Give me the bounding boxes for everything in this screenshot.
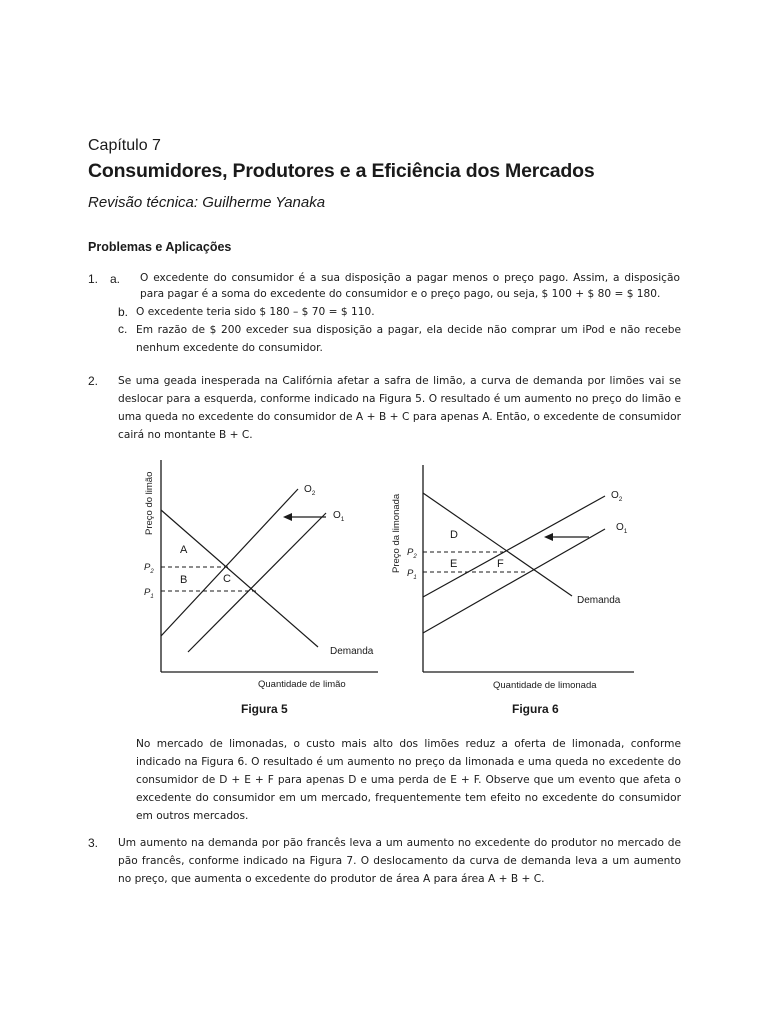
- fig6-caption: Figura 6: [512, 702, 559, 716]
- page-title: Consumidores, Produtores e a Eficiência dos Mercados: [88, 160, 595, 182]
- fig5-area-c: C: [223, 573, 231, 585]
- fig5-o2-label: $O_2$: [304, 484, 316, 497]
- chapter-label: Capítulo 7: [88, 137, 161, 154]
- technical-review: Revisão técnica: Guilherme Yanaka: [88, 194, 326, 211]
- fig5-area-a: A: [180, 544, 188, 556]
- fig6-demand: [423, 493, 572, 596]
- fig6-area-f: F: [497, 558, 504, 570]
- fig5-p2-label: $P_2$: [144, 562, 154, 575]
- fig6-x-label: Quantidade de limonada: [493, 680, 597, 691]
- fig5-demand-label: Demanda: [330, 646, 374, 657]
- fig6-supply-o1: [423, 529, 605, 633]
- problem-2-number: 2.: [88, 374, 99, 388]
- fig6-p1-label: $P_1$: [407, 568, 417, 581]
- fig6-o1-label: $O_1$: [616, 522, 628, 535]
- fig6-y-label: Preço da limonada: [391, 493, 402, 573]
- fig6-area-d: D: [450, 529, 458, 541]
- fig5-caption: Figura 5: [241, 702, 288, 716]
- problem-1c-label: c.: [118, 322, 128, 336]
- problem-1b-label: b.: [118, 305, 129, 319]
- problem-1c-text: Em razão de $ 200 exceder sua disposição a pagar, ela decide não comprar um iPod e não recebe nenhum excedente do consumidor.: [136, 324, 681, 354]
- problem-3-number: 3.: [88, 836, 99, 850]
- fig5-shift-arrowhead: [283, 513, 292, 521]
- fig6-p2-label: $P_2$: [407, 547, 417, 560]
- section-title: Problemas e Aplicações: [88, 240, 232, 254]
- fig5-y-label: Preço do limão: [144, 471, 155, 535]
- fig5-o1-label: $O_1$: [333, 510, 345, 523]
- fig6-area-e: E: [450, 558, 458, 570]
- problem-1-number: 1.: [88, 272, 99, 286]
- figure-6-chart: [385, 455, 645, 725]
- problem-1b-text: O excedente teria sido $ 180 – $ 70 = $ 110.: [136, 306, 375, 318]
- fig6-demand-label: Demanda: [577, 595, 621, 606]
- fig6-o2-label: $O_2$: [611, 490, 623, 503]
- problem-1a-text: O excedente do consumidor é a sua disposição a pagar menos o preço pago. Assim, a disposição para pagar é a soma do excedente do consumidor e o preço pago, ou seja, $ 100 + $ 80 = $ 180.: [140, 272, 680, 300]
- fig5-area-b: B: [180, 574, 188, 586]
- fig5-x-label: Quantidade de limão: [258, 679, 346, 690]
- problem-2-followup: No mercado de limonadas, o custo mais alto dos limões reduz a oferta de limonada, conforme indicado na Figura 6. O resultado é um aumento no preço da limonada e uma queda no excedente do consumidor de D + E + F para apenas D e uma perda de E + F. Observe que um evento que afeta o excedente do consumidor em um mercado, frequentemente tem efeito no excedente do consumidor em outros mercados.: [136, 738, 681, 822]
- fig6-shift-arrowhead: [544, 533, 553, 541]
- problem-2-text: Se uma geada inesperada na Califórnia afetar a safra de limão, a curva de demanda por limões vai se deslocar para a esquerda, conforme indicado na Figura 5. O resultado é um aumento no preço do limão e uma queda no excedente do consumidor de A + B + C para apenas A. Então, o excedente de consumidor cairá no montante B + C.: [118, 375, 681, 441]
- fig5-p1-label: $P_1$: [144, 587, 154, 600]
- figure-5-chart: [140, 455, 390, 725]
- problem-1a-label: a.: [110, 272, 121, 286]
- problem-3-text: Um aumento na demanda por pão francês leva a um aumento no excedente do produtor no mercado de pão francês, conforme indicado na Figura 7. O deslocamento da curva de demanda leva a um aumento no preço, que aumenta o excedente do produtor de área A para área A + B + C.: [118, 837, 681, 885]
